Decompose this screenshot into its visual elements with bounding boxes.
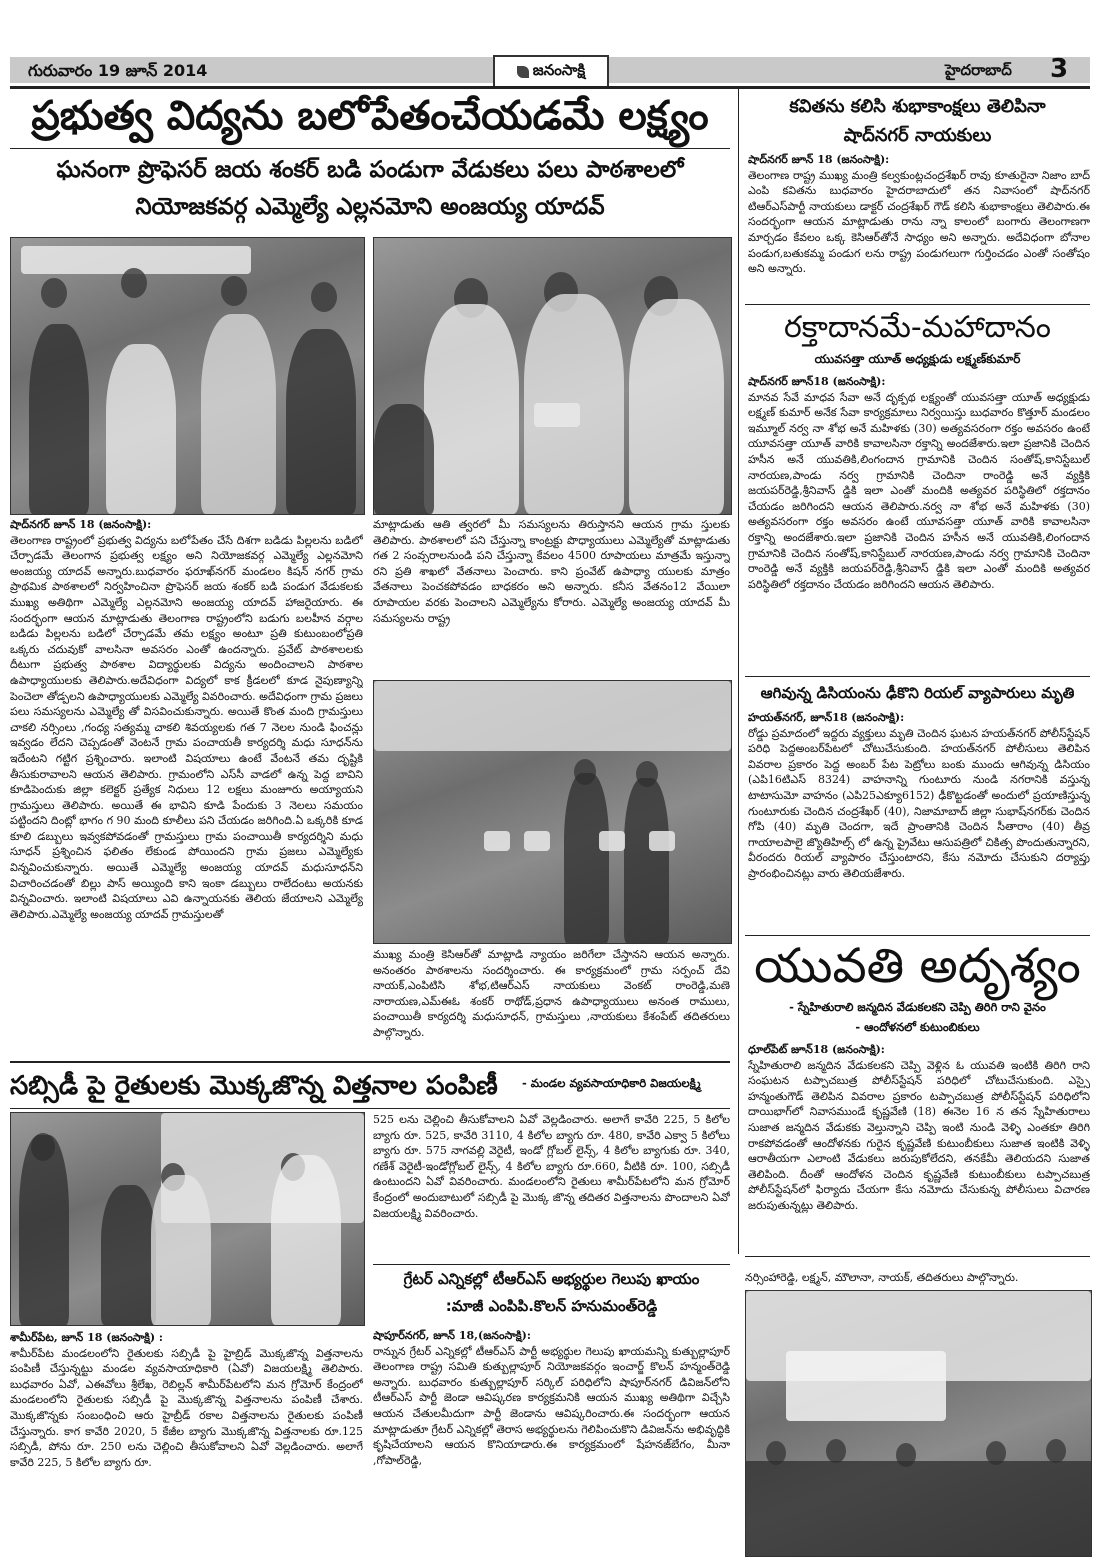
blood-body — [748, 374, 1090, 672]
greater-byline: షాపూర్‌నగర్, జూన్ 18,(జనంసాక్షి): — [373, 1329, 531, 1342]
missing-body — [748, 1042, 1090, 1252]
missing-text: స్నేహితురాలి జన్మదిన వేడుకలకని చెప్పి వెళ్లిన ఓ యువతి ఇంటికి తిరిగి రాని సంఘటన టప్పాచబుత్ర పోలీస్‌స్టేషన్ పరిధిలో చోటుచేసుకుంది. ఎస్సై హన్మంతుగౌడ్ తెలిపిన వివరాల ప్రకారం టప్పాచబుత్ర పోలీస్‌స్టేషన్ పరిధిలోని దాయిభాగ్‌లో నివాసముండే కృష్ణవేణి (18) ఈనెల 16 న తన స్నేహితురాలు సుజాత జన్మదిన వేడుకకు వెల్తున్నాని చెప్పి ఇంటి నుండి వెళ్ళి ఎంతకూ తిరిగి రాకపోవడంతో ఆందోళనకు గురైన కృష్ణవేణి కుటుంబీకులు సుజాత ఇంటికి వెళ్ళి ఆరాతీయగా ఎలాంటి వేడుకలు జరుపుకోలేదని, తనకేమీ తెలియదని సుజాత తెలిపింది. దీంతో ఆందోళన చెందిన కృష్ణవేణి కుటుంబీకులు టప్పాచబుత్ర పోలీస్‌స్టేషన్‌లో ఫిర్యాదు చేయగా కేసు నమోదు చేసుకున్న పోలీసులు విచారణ జరుపుతున్నట్లు తెలిపారు. — [748, 1058, 1090, 1212]
seeds-photo-distribution — [10, 1112, 365, 1326]
accident-top-rule — [745, 676, 1090, 677]
greater-body — [373, 1328, 730, 1555]
seeds-headline: సబ్సిడీ పై రైతులకు మొక్కజొన్న విత్తనాల పంపిణీ — [10, 1071, 498, 1101]
greater-tail: నర్సింహారెడ్డి, లక్ష్మన్, మౌలానా, నాయక్, తదితరులు పాల్గొన్నారు. — [745, 1271, 1019, 1284]
lead-byline: షాద్‌నగర్ జూన్ 18 (జనంసాక్షి): — [10, 518, 152, 531]
seeds-top-rule — [10, 1061, 730, 1063]
lead-body-col2a — [373, 517, 730, 675]
missing-subhead-1: - స్నేహితురాలి జన్మదిన వేడుకలకని చెప్పి తిరిగి రాని వైనం — [789, 1000, 1046, 1014]
greater-headline: గ్రేటర్ ఎన్నికల్లో టీఆర్ఎస్ అభ్యర్థుల గెలుపు ఖాయం — [403, 1270, 700, 1288]
lead-headline-rule — [10, 148, 730, 149]
seeds-tag: - మండల వ్యవసాయాధికారి విజయలక్ష్మి — [522, 1076, 701, 1090]
missing-headline: యువతి అదృశ్యం — [754, 938, 1081, 994]
seeds-headline-rule — [10, 1108, 730, 1109]
lead-body-col2b — [373, 947, 730, 1059]
accident-byline: హయత్‌నగర్, జూన్18 (జనంసాక్షి): — [748, 711, 905, 724]
greater-top-rule — [373, 1264, 730, 1265]
blood-byline: షాద్‌నగర్ జూన్18 (జనంసాక్షి): — [748, 375, 886, 388]
greater-text: రాన్నున గ్రేటర్ ఎన్నికల్లో టీఆర్ఎస్ పార్టీ అభ్యర్థుల గెలుపు ఖాయమన్ని కుత్బుల్లాపూర్ తెలంగాణ రాష్ట్ర సమితి కుత్బుల్లాపూర్ నియోజకవర్గం ఇంచార్జ్ కొలన్ హన్మంత్‌రెడ్డి అన్నారు. బుధవారం కుత్బుల్లాపూర్ సర్కిల్ పరిధిలోని షాపూర్‌నగర్ డివిజన్‌లోని టీఆర్ఎస్ పార్టీ జెండా ఆవిష్కరణ కార్యక్రమనికి ఆయన ముఖ్య అతిథిగా విచ్చేసి ఆయన చేతులమీదుగా పార్టీ జెండాను ఆవిష్కరించారు.ఈ సందర్భంగా ఆయన మాట్లాడుతూ గ్రేటర్ ఎన్నికల్లో తెరాస అభ్యర్థులను గెలిపించుకొని డివిజన్‌ను అభివృద్ధికి కృషిచేయాలని ఆయన కొనియాడారు.ఈ కార్యక్రమంలో షేహనజ్‌బేగం, మీనా ,గోపాల్‌రెడ్డి, — [373, 1344, 730, 1467]
kavitha-body — [748, 152, 1090, 302]
missing-bottom-rule — [745, 1256, 1090, 1257]
kavitha-text: తెలంగాణ రాష్ట్ర ముఖ్య మంత్రి కల్వకుంట్లచంద్రశేఖర్ రావు కూతురైనా నిజాం బాద్ ఎంపి కవితను బుధవారం హైదరాబాదులో తన నివాసంలో షాద్‌నగర్ టిఆర్‌ఎస్‌పార్టీ నాయకులు డాక్టర్ చంద్రశేఖర్ గౌడ్ కలిసి శుభాకాంక్షలు తెలిపారు.ఈ సందర్భంగా ఆయన మాట్లాడుతు రాను న్నా కాలంలో బంగారు తెలంగాణగా మార్చడం కేవలం ఒక్క కెసిఆర్‌తోనే సాధ్యం అని అన్నారు. అదేవిధంగా బోనాల పండుగ,బతుకమ్మ పండుగ లను రాష్ట్ర పండుగలుగా గుర్తించడం ఎంతో సంతోషం అని అన్నారు. — [748, 168, 1090, 276]
greater-photo-flag-hoisting — [745, 1290, 1092, 1557]
page-number: 3 — [1050, 54, 1069, 84]
seeds-body-col1 — [10, 1330, 363, 1555]
missing-subhead-2: - ఆందోళనలో కుటుంబికులు — [855, 1020, 980, 1034]
masthead-logo — [493, 55, 609, 89]
lead-body-col1 — [10, 517, 363, 977]
seeds-byline: శామీర్‌పేట, జూన్ 18 (జనంసాక్షి) : — [10, 1331, 163, 1344]
blood-subhead: యువసత్తా యూత్ అధ్యక్షుడు లక్ష్మణ్‌కుమార్ — [814, 352, 1021, 366]
lead-photo-mla-meeting — [373, 237, 732, 515]
seeds-text-col2: 525 లను చెల్లించి తీసుకోవాలని ఏవో వెల్లడించారు. అలాగే కావేరి 225, 5 కిలోల బ్యాగు రూ. 525, కావేరి 3110, 4 కిలోల బ్యాగు రూ. 480, కావేరి ఎక్వా 5 కిలోలు బ్యాగు రూ. 575 నాగవల్లి వెరైటీ, ఇండో గ్లోబల్ లైన్స్, 4 కిలోల బ్యాగుకు రూ. 340, గణేశ్ వెరైటీ-ఇండోగ్లోబల్ లైన్స్, 4 కిలోల బ్యాగు రూ.660, వీటికి రూ. 100, సబ్సిడీ ఉంటుందని ఏవో వివరించారు. మండలంలోని రైతులు శామీర్‌పేటలోని మన గ్రోమోర్ కేంద్రంలో అందుబాటులో సబ్సిడీ పై మొక్క జొన్న తదితర విత్తనాలను పొందాలని ఏవో విజయలక్ష్మి వివరించారు. — [373, 1113, 730, 1220]
kavitha-byline: షాద్‌నగర్ జూన్ 18 (జనంసాక్షి): — [748, 153, 890, 166]
greater-subhead: :మాజీ ఎంపిపి.కొలన్ హనుమంత్‌రెడ్డి — [445, 1297, 658, 1315]
logo-leaf-icon — [517, 66, 529, 78]
masthead-date: గురువారం 19 జూన్ 2014 — [28, 61, 208, 80]
lead-photo-students — [373, 680, 732, 944]
paper-name: జనంసాక్షి — [532, 61, 586, 79]
lead-subhead-1: ఘనంగా ప్రొఫెసర్ జయ శంకర్ బడి పండుగా వేడుకలు పలు పాఠశాలలో — [56, 157, 684, 183]
accident-headline: ఆగివున్న డిసియంను ఢీకొని రియల్ వ్యాపారులు మృతి — [760, 684, 1075, 702]
seeds-text-col1: శామీర్‌పేట మండలంలోని రైతులకు సబ్సిడీ పై హైబ్రిడ్ మొక్కజొన్న విత్తనాలను పంపిణీ చేస్తున్నట్టు మండల వ్యవసాయాధికారి (ఏవో) విజయలక్ష్మి తెలిపారు. బుధవారం ఏవో, ఎఈవోలు శ్రీలేఖ, రెబిల్లన్ శామీర్‌పేటలోని మన గ్రోమోర్ కేంద్రంలో మండలంలోని రైతులకు సబ్సిడీ పై మొక్కజొన్న విత్తనాలను పంపిణీ చేశారు. మొక్కజొన్నకు సంబంధించి ఆరు హైబ్రీడ్ రకాల విత్తనాలను రైతులకు పంపిణీ చేస్తున్నారు. కాగ కావేరి 2020, 5 కేజీల బ్యాగు మొక్కజొన్న విత్తనాలకు రూ.125 సబ్సిడీ, పోను రూ. 250 లను చెల్లించి తీసుకోవాలని ఏవో వెల్లడించారు. అలాగే కావేరి 225, 5 కిలోల బ్యాగు రూ. — [10, 1346, 363, 1469]
blood-top-rule — [745, 304, 1090, 305]
lead-text-col2a: మాట్లాడుతు ఆతి త్వరలో మీ సమస్యలను తిరుస్తానని ఆయన గ్రామ స్తులకు తెలిపారు. పాఠశాలలో పని చేస్తున్నా కాంట్రక్టు పొధ్యాయులు ఎమ్మెల్యేతో మాట్లాడుతు గత 2 సంవ్సరాలనుండి పని చేస్తున్నా కేవలం 4500 రూపాయలు మాత్రమే ఇస్తున్నా రని ప్రతి శాఖలో వేతనాలు పెంచారు. కాని ప్రంవేట్ ఉపాధ్యా యులకు మాత్రం వేతనాలు పెంచకపోవడం బాధకరం అని అన్నారు. కనీస వేతనం12 వేయిలా రూపాయల వరకు పెంచాలని ఎమ్మెల్యేను కోరారు. ఎమ్మెల్యే అంజయ్య యాదవ్ మీ సమస్యలను రాష్ట్ర — [373, 518, 730, 625]
seeds-body-col2 — [373, 1112, 730, 1262]
masthead-city: హైదరాబాద్ — [945, 61, 1012, 79]
masthead-underline — [10, 86, 1090, 89]
blood-headline: రక్తాదానమే-మహాదానం — [784, 310, 1051, 345]
accident-text: రోడ్డు ప్రమాదంలో ఇద్దరు వ్యక్తులు మృతి చెందిన ఘటన హయత్‌నగర్ పోలీస్‌స్టేషన్ పరిధి పెద్దఅంబర్‌పేటలో చోటుచేసుకుంది. హయత్‌నగర్ పోలీసులు తెలిపిన వివరాల ప్రకారం పెద్ద అంబర్ పేట పెట్రోలు బంకు ముందు ఆగివున్న డిసియం (ఎపి16టిఎస్ 8324) వాహనాన్ని గుంటూరు నుండి నగరానికి వస్తున్న టాటాసుమో వాహనం (ఎపి25ఎక్యూ6152) ఢీకొట్టడంతో అందులో ప్రయాణిస్తున్న గుంటూరుకు చెందిన చంద్రశేఖర్ (40), నిజామాబాద్ జిల్లా సుభాష్‌నగర్‌కు చెందిన గోపి (40) మృతి చెందగా, ఇదే ప్రాంతానికి చెందిన సీతారాం (40) తీవ్ర గాయాలపాలై జ్యొతిహిల్స్ లో ఉన్న ప్రైవేటు ఆసుపత్రిలో చికిత్స పొందుతున్నారని, వీరందరు రియల్ వ్యాపారం చేస్తుంటారని, కేసు నమోదు చేసుకుని దర్యాప్తు ప్రారంభించినట్లు వారు తెలియజేశారు. — [748, 726, 1090, 880]
blood-text: మానవ సేవే మాధవ సేవా అనే దృక్పథ లక్ష్యంతో యువసత్తా యూత్ అధ్యక్షుడు లక్ష్మణ్ కుమార్ అనేక సేవా కార్యక్రమాలు నిర్వయిస్తు బుధవారం కొత్తూర్ మండలం ఇమ్మూల్ నర్వ నా శోభ అనే మహిళకు (30) అత్యవసరంగా రక్తం అవసరం ఉంటే యూవసత్తా యూత్ వారికి కావాలసినా రక్తాన్ని అందజేశారు.ఇలా ప్రజానికి చెందిన హసీన అనే యువతికి,లింగందాన గ్రామానికి చెందిన సంతోష్,కానిస్టేబుల్ నారయణ,పాండు నర్వ గ్రామానికి చెందినా రాంరెడ్డి అనే వ్యక్తికి జయపర్‌రెడ్డి,శ్రీనివాస్ డ్డికి ఇలా ఎంతో మందికి అత్యవర పరిస్థితిలో రక్తదానం చేయడం జరిగిందని ఆయన తెలిపారు.నర్వ నా శోభ అనే మహిళకు (30) అత్యవసరంగా రక్తం అవసరం ఉంటే యూవసత్తా యూత్ వారికి కావాలసినా రక్తాన్ని అందజేశారు.ఇలా ప్రజానికి చెందిన హసీన అనే యువతికి,లింగందాన గ్రామానికి చెందిన సంతోష్,కానిస్టేబుల్ నారయణ,పాండు నర్వ గ్రామానికి చెందినా రాంరెడ్డి అనే వ్యక్తికి జయపర్‌రెడ్డి,శ్రీనివాస్ డ్డికి ఇలా ఎంతో మందికి అత్యవర పరిస్థితిలో రక్తదానం చేయడం జరిగిందని ఆయన తెలిపారు. — [748, 390, 1090, 591]
lead-text-col2b: ముఖ్య మంత్రి కెసిఆర్‌తో మాట్లాడి న్యాయం జరిగేలా చేస్తానని ఆయన అన్నారు. అనంతరం పాఠశాలను సందర్శించారు. ఈ కార్యక్రమంలో గ్రామ సర్పంచ్ దేవి నాయక్,ఎంపిటిసి శోభ,టిఆర్‌ఎస్ నాయకులు వెంకట్ రాంరెడ్డి,మణె నారాయణ,ఎమ్‌ఈఓ శంకర్ రాథోడ్,ప్రధాన ఉపాధ్యాయులు అనంత రాములు, పంచాయితీ కార్యదర్శి మధుసూధన్, గ్రామస్తులు ,నాయకులు కేశంపేట్ తదితరులు పాల్గొన్నారు. — [373, 948, 730, 1039]
column-divider — [738, 89, 739, 1254]
lead-text-col1: తెలంగాణ రాష్ట్రంలో ప్రభుత్వ విద్యను బలోపేతం చేసే దిశగా బడిడు పిల్లలను బడిలో చేర్పాడమే తెలంగాన ప్రభుత్వ లక్ష్యం అని నియోజకవర్గ ఎమ్మెల్యే ఎల్లనమోని అంజయ్య యాదవ్ అన్నారు.బుధవారం ఫరూఖ్‌నగర్ మండలం కిషన్ నగర్ గ్రామ ప్రాథమిక పాఠశాలలో నిర్వహించినా ప్రొఫెసర్ జయ శంకర్ బడి పండుగ వేడుకలకు ముఖ్య అతిథిగా ఎమ్మెల్యే ఎల్లనమోని అంజయ్య యాదవ్ హాజరైయారు. ఈ సందర్భంగా ఆయన మాట్లాడుతు తెలంగాణ రాష్ట్రంలోని బడుగు బలహీన వర్గాల బడిడు పిల్లలను బడిలో చేర్పాడమే తమ లక్ష్యం అంటూ ప్రతి కుటుంబంలోప్రతి ఒక్కరు చదువుకో వాలసినా అవసరం ఎంతో ఉందన్నారు. ప్రవేట్ పాఠశాలలకు దీటుగా ప్రభుత్వ పాఠశాల విద్యార్థులకు విద్యను అందించాలని పాఠశాల ఉపాధ్యాయులకు తెలిపారు.అదేవిధంగా విద్యలో కాక క్రీడలలో కూడ నైపుణ్యాన్ని పెంచెలా తోడ్పలని ఉపాధ్యాయులకు ఎమ్మెల్యే వివరించారు. అదేవిధంగా గ్రామ ప్రజలు పలు సమస్యలను ఎమ్మెల్యే తో విసవించుకున్నారు. అయితే కొంత మంది గ్రామస్తులు చాకలి నర్సింలు ,గంధ్య సత్యమ్మ చాకలి శివయ్యలకు గత 7 నెలల నుండి ఫించన్లు ఇవ్వడం లేదని చెప్పడంతో వెంటనే గ్రామ పంచాయతీ కార్యదర్శి మధు సూధన్‌ను ఇదేంటని గట్టిగ ప్రశ్నించారు. ఇలాంటి విషయాలు ఉంటే వేంటనే తమ దృష్టికి తీసుకురావాలని ఆయన తెలిపారు. గ్రామంలోని ఎస్‌సీ వాడలో ఉన్న పెద్ద బావిని కూడిపెందుకు జిల్లా కలెక్టర్ ప్రత్యేక నిధులు 12 లక్షలు మంజూరు అయ్యాయని గ్రామస్తులు తెలిపారు. అయితే ఈ భావిని కూడి పేందుకు 3 నెలలు సమయం పట్టిందని దింట్లో భాగం గ 90 మంది కూలీలు పని చేయడం జరిగింది.ఏ ఒక్కరికి కూడ కూలి డబ్బులు ఇవ్వకపోవడంతో గ్రామస్తులు గ్రామ పంచాయితీ కార్యదర్శిని మధు సూధన్ ప్రశ్నించిన ఫలితం లేకుండ పోయిందని గ్రామ ప్రజలు ఎమ్మెల్యేకు విన్నవించుకున్నారు. అయితే ఎమ్మెల్యే అంజయ్య యాదవ్ మధుసూధన్‌ని విచారించడంతో బిల్లు పాస్ అయ్యింది కాని ఇంకా డబ్బులు రాలేదంటు అయనకు విన్నవించారు. ఇలాంటి విషయాలు ఎవి ఉన్నాయనకు తెలియ జేయాలని ఎమ్మెల్యే తెలిపారు.ఎమ్మెల్యే అంజయ్య యాదవ్ గ్రామస్తులతో — [10, 533, 363, 921]
missing-byline: ధూల్‌పేట్ జూన్18 (జనంసాక్షి): — [748, 1043, 885, 1056]
lead-photo-school-event — [10, 237, 365, 515]
kavitha-headline: కవితను కలిసి శుభాకాంక్షలు తెలిపినా షాద్‌నగర్ నాయకులు — [789, 96, 1046, 146]
lead-headline: ప్రభుత్వ విద్యను బలోపేతంచేయడమే లక్ష్యం — [31, 93, 709, 139]
accident-body — [748, 710, 1090, 932]
lead-subhead-2: నియోజకవర్గ ఎమ్మెల్యే ఎల్లనమోని అంజయ్య యాదవ్ — [135, 194, 605, 220]
